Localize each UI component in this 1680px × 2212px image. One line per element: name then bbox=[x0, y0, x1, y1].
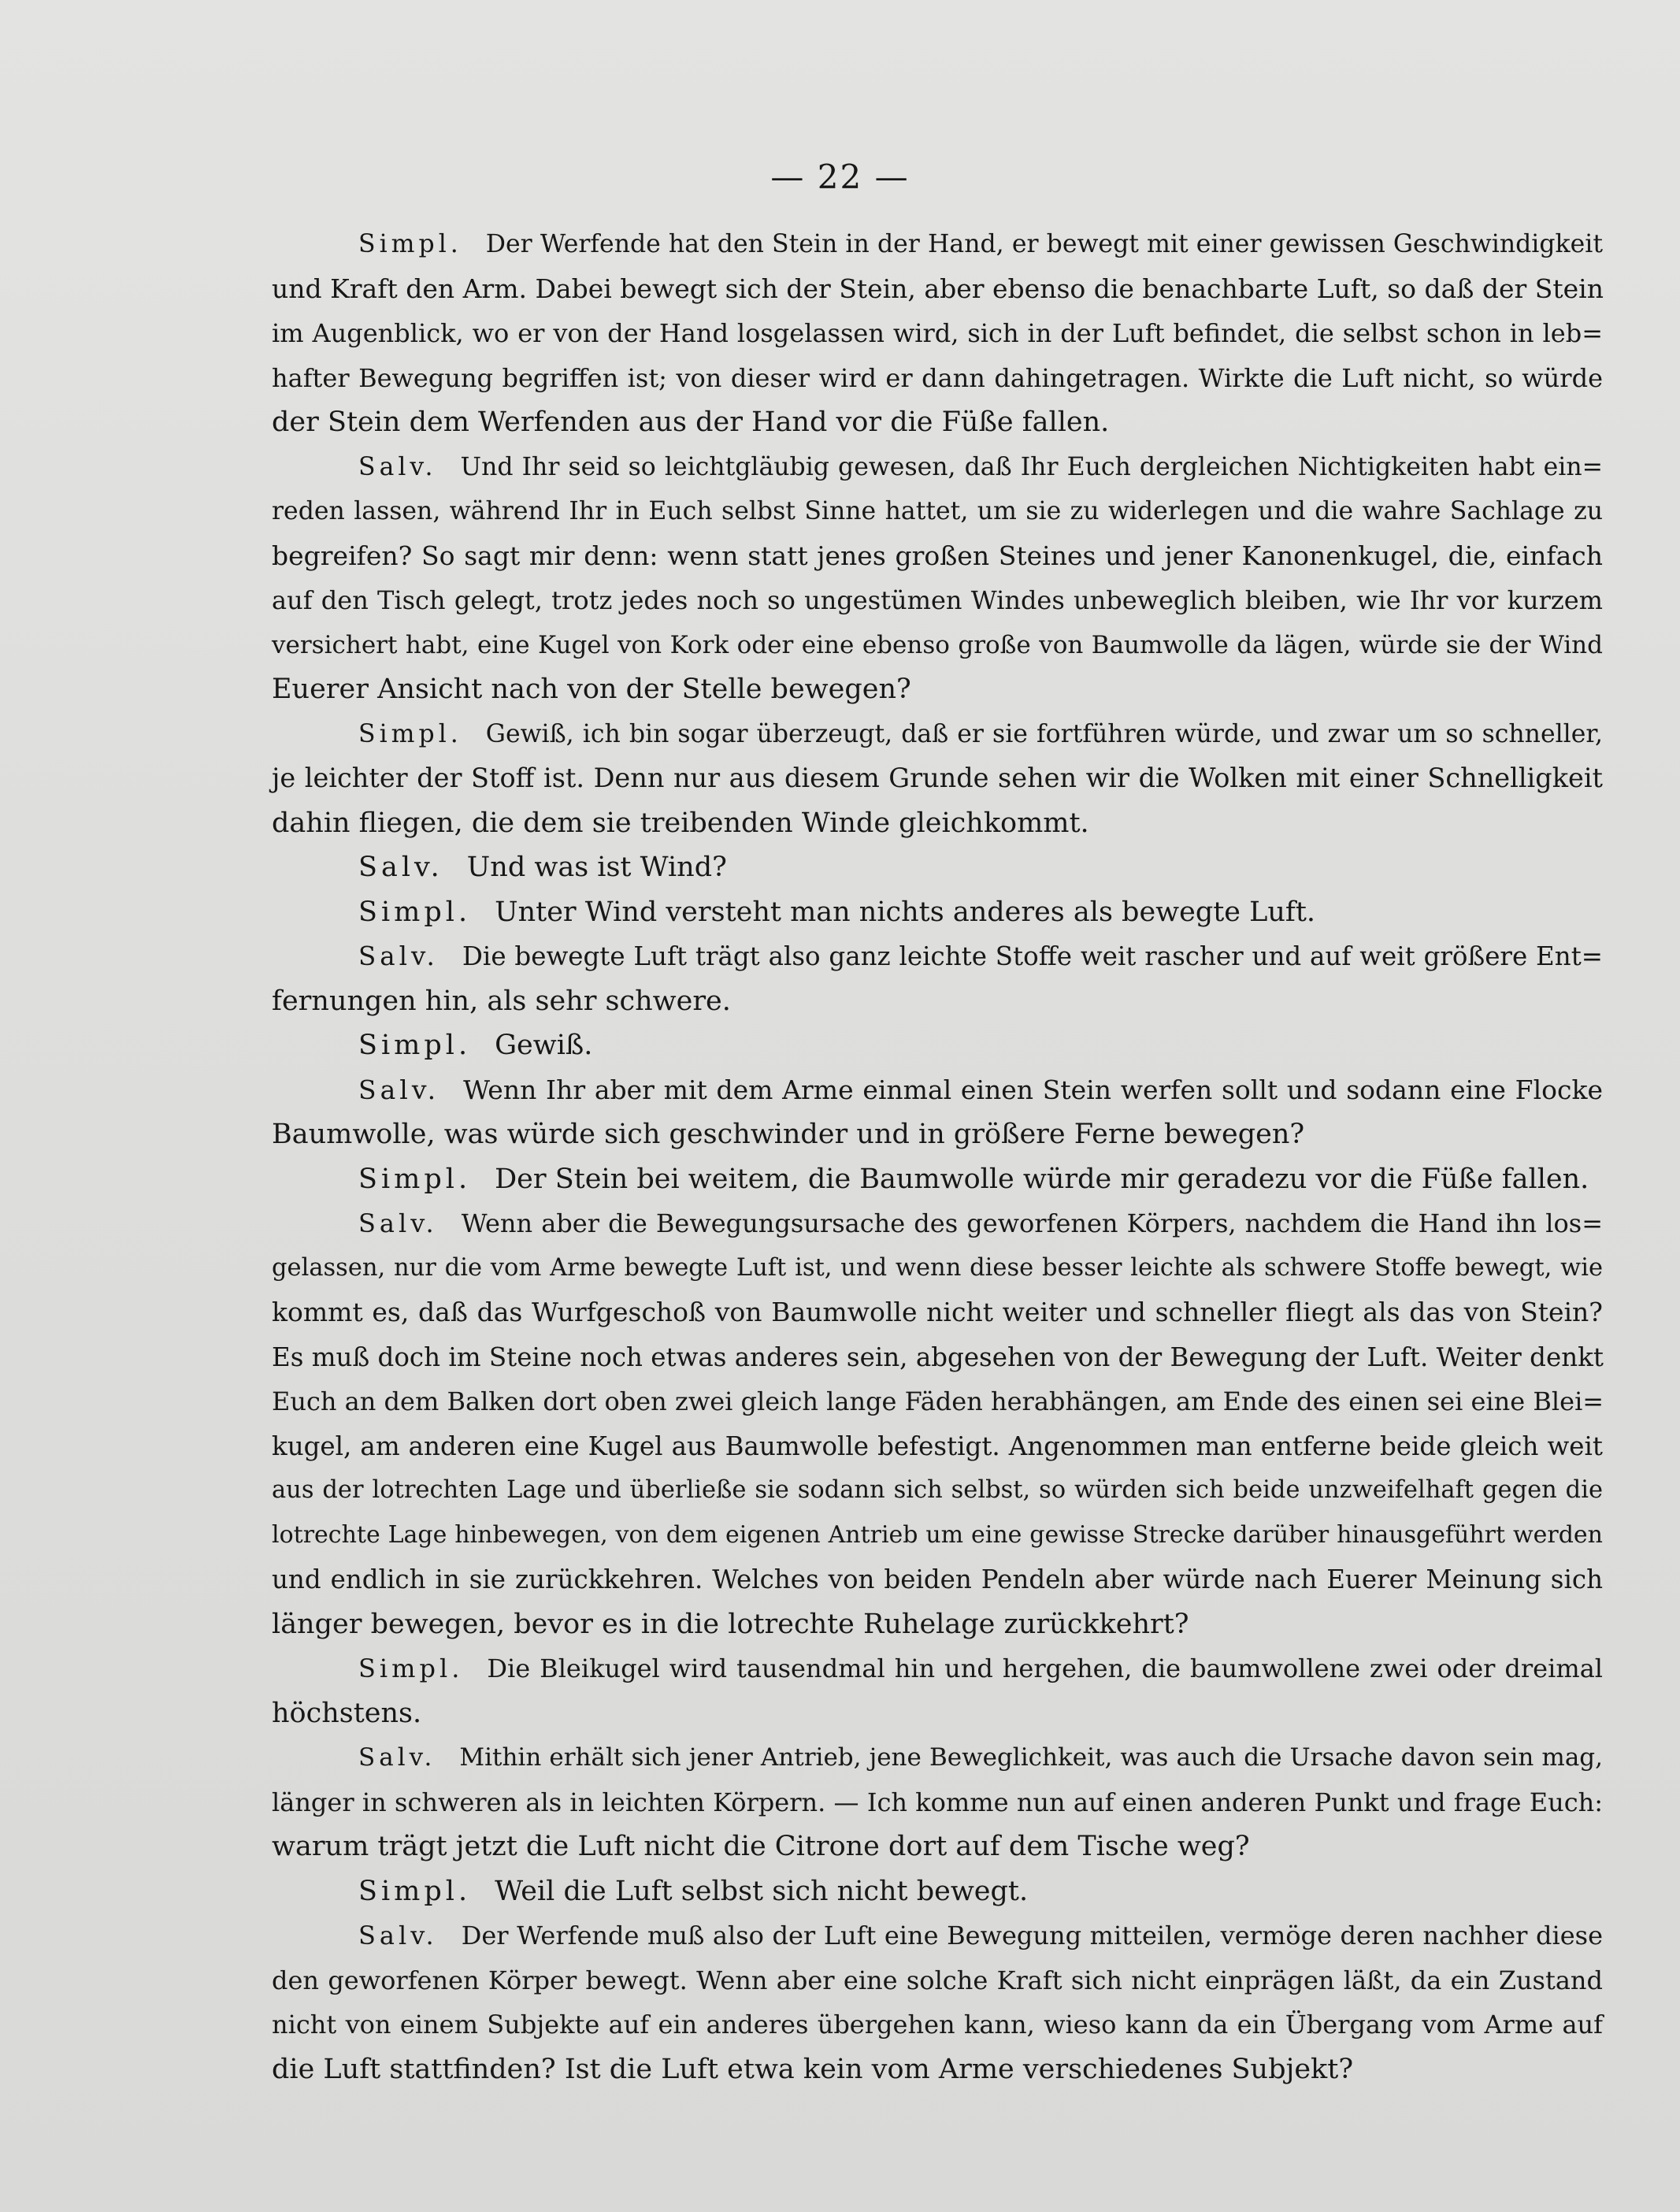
line-text: Die Bleikugel wird tausendmal hin und hergehen, die baumwollene zwei oder dreimal bbox=[487, 1653, 1603, 1683]
line-text: Euch an dem Balken dort oben zwei gleich lange Fäden herabhängen, am Ende des einen sei eine Blei= bbox=[272, 1386, 1604, 1416]
text-line bbox=[272, 1201, 1603, 1246]
line-text: länger in schweren als in leichten Körpern. — Ich komme nun auf einen anderen Punkt und frage Euch: bbox=[272, 1787, 1603, 1817]
text-line bbox=[272, 445, 1603, 490]
speaker-label: Salv. bbox=[358, 452, 437, 481]
text-line bbox=[272, 356, 1603, 401]
text-line bbox=[272, 1424, 1603, 1469]
line-text: Mithin erhält sich jener Antrieb, jene Beweglichkeit, was auch die Ursache davon sein mag, bbox=[459, 1743, 1603, 1772]
text-line bbox=[272, 979, 1603, 1024]
speaker-label: Salv. bbox=[358, 1074, 440, 1105]
line-text: Wenn aber die Bewegungsursache des geworfenen Körpers, nachdem die Hand ihn los= bbox=[461, 1208, 1603, 1238]
text-line bbox=[272, 2047, 1603, 2092]
speaker-label: Salv. bbox=[358, 1743, 436, 1772]
line-text: Baumwolle, was würde sich geschwinder und in größere Ferne bewegen? bbox=[272, 1119, 1305, 1150]
line-text: Es muß doch im Steine noch etwas anderes sein, abgesehen von der Bewegung der Luft. Weiter denkt bbox=[272, 1342, 1604, 1372]
text-line bbox=[272, 623, 1603, 668]
line-text: Gewiß, ich bin sogar überzeugt, daß er sie fortführen würde, und zwar um so schneller, bbox=[485, 719, 1603, 748]
line-text: Und Ihr seid so leichtgläubig gewesen, daß Ihr Euch dergleichen Nichtigkeiten habt ein= bbox=[460, 452, 1603, 481]
speaker-label: Simpl. bbox=[358, 896, 472, 928]
line-text: den geworfenen Körper bewegt. Wenn aber eine solche Kraft sich nicht einprägen läßt, da ein Zustand bbox=[272, 1965, 1603, 1995]
line-text: versichert habt, eine Kugel von Kork oder eine ebenso große von Baumwolle da lägen, würde sie der Wind bbox=[272, 630, 1603, 659]
text-line bbox=[272, 1513, 1603, 1558]
line-text: Wenn Ihr aber mit dem Arme einmal einen Stein werfen sollt und sodann eine Flocke bbox=[463, 1074, 1603, 1105]
page-number: — 22 — bbox=[770, 158, 910, 196]
text-line bbox=[272, 311, 1603, 356]
line-text: der Stein dem Werfenden aus der Hand vor die Füße fallen. bbox=[272, 406, 1110, 438]
text-line bbox=[272, 1157, 1603, 1202]
line-text: die Luft stattfinden? Ist die Luft etwa kein vom Arme verschiedenes Subjekt? bbox=[272, 2053, 1354, 2085]
line-text: und endlich in sie zurückkehren. Welches von beiden Pendeln aber würde nach Euerer Meinung sich bbox=[272, 1564, 1603, 1594]
text-line bbox=[272, 801, 1603, 846]
text-line bbox=[272, 1068, 1603, 1113]
text-line bbox=[272, 845, 1603, 890]
text-line bbox=[272, 489, 1603, 534]
text-line bbox=[272, 1646, 1603, 1691]
text-line bbox=[272, 1246, 1603, 1291]
line-text: Und was ist Wind? bbox=[466, 852, 727, 883]
speaker-label: Simpl. bbox=[358, 1163, 472, 1195]
text-line bbox=[272, 1023, 1603, 1068]
line-text: Weil die Luft selbst sich nicht bewegt. bbox=[495, 1875, 1029, 1907]
text-line bbox=[272, 1557, 1603, 1602]
speaker-label: Simpl. bbox=[358, 1030, 472, 1061]
line-text: dahin fliegen, die dem sie treibenden Winde gleichkommt. bbox=[272, 807, 1089, 839]
text-line bbox=[272, 2002, 1603, 2047]
speaker-label: Salv. bbox=[358, 941, 439, 971]
line-text: Die bewegte Luft trägt also ganz leichte Stoffe weit rascher und auf weit größere Ent= bbox=[462, 941, 1603, 971]
text-line bbox=[272, 1913, 1603, 1958]
text-line bbox=[272, 1869, 1603, 1914]
speaker-label: Salv. bbox=[358, 1921, 438, 1950]
text-line bbox=[272, 1958, 1603, 2003]
text-line bbox=[272, 534, 1603, 579]
text-line bbox=[272, 267, 1603, 312]
text-line bbox=[272, 400, 1603, 445]
text-line bbox=[272, 934, 1603, 979]
line-text: je leichter der Stoff ist. Denn nur aus diesem Grunde sehen wir die Wolken mit einer Schnelligkeit bbox=[272, 763, 1603, 793]
line-text: Der Werfende muß also der Luft eine Bewegung mitteilen, vermöge deren nachher diese bbox=[461, 1921, 1603, 1950]
text-line bbox=[272, 1468, 1603, 1513]
text-line bbox=[272, 1735, 1603, 1780]
line-text: kugel, am anderen eine Kugel aus Baumwolle befestigt. Angenommen man entferne beide gleich weit bbox=[272, 1431, 1603, 1461]
line-text: warum trägt jetzt die Luft nicht die Citrone dort auf dem Tische weg? bbox=[272, 1831, 1250, 1862]
text-line bbox=[272, 890, 1603, 935]
speaker-label: Salv. bbox=[358, 852, 443, 883]
text-line bbox=[272, 1824, 1603, 1869]
line-text: aus der lotrechten Lage und überließe sie sodann sich selbst, so würden sich beide unzweifelhaft gegen die bbox=[272, 1476, 1603, 1504]
line-text: länger bewegen, bevor es in die lotrechte Ruhelage zurückkehrt? bbox=[272, 1608, 1189, 1640]
text-line bbox=[272, 1602, 1603, 1647]
text-line bbox=[272, 1379, 1603, 1424]
line-text: fernungen hin, als sehr schwere. bbox=[272, 985, 731, 1017]
speaker-label: Simpl. bbox=[358, 1875, 472, 1907]
line-text: nicht von einem Subjekte auf ein anderes übergehen kann, wieso kann da ein Übergang vom Arme auf bbox=[272, 2010, 1603, 2039]
line-text: begreifen? So sagt mir denn: wenn statt jenes großen Steines und jener Kanonenkugel, die, einfach bbox=[272, 540, 1603, 571]
line-text: auf den Tisch gelegt, trotz jedes noch so ungestümen Windes unbeweglich bleiben, wie Ihr vor kurzem bbox=[272, 585, 1603, 615]
text-line bbox=[272, 667, 1603, 712]
line-text: Gewiß. bbox=[495, 1030, 593, 1061]
line-text: und Kraft den Arm. Dabei bewegt sich der Stein, aber ebenso die benachbarte Luft, so daß der Stein bbox=[272, 273, 1604, 304]
text-line bbox=[272, 712, 1603, 757]
text-line bbox=[272, 1780, 1603, 1825]
speaker-label: Simpl. bbox=[358, 719, 462, 748]
line-text: Der Stein bei weitem, die Baumwolle würde mir geradezu vor die Füße fallen. bbox=[495, 1163, 1589, 1195]
text-line bbox=[272, 578, 1603, 623]
line-text: höchstens. bbox=[272, 1697, 422, 1729]
body-text bbox=[272, 222, 1603, 2091]
line-text: reden lassen, während Ihr in Euch selbst Sinne hattet, um sie zu widerlegen und die wahre Sachlage zu bbox=[272, 497, 1603, 525]
line-text: lotrechte Lage hinbewegen, von dem eigenen Antrieb um eine gewisse Strecke darüber hinausgeführt werden bbox=[272, 1520, 1603, 1549]
text-line bbox=[272, 1112, 1603, 1157]
line-text: gelassen, nur die vom Arme bewegte Luft ist, und wenn diese besser leichte als schwere Stoffe bewegt, wie bbox=[272, 1253, 1603, 1282]
line-text: im Augenblick, wo er von der Hand losgelassen wird, sich in der Luft befindet, die selbst schon in leb= bbox=[272, 318, 1603, 348]
speaker-label: Simpl. bbox=[358, 1653, 464, 1683]
text-line bbox=[272, 1335, 1603, 1380]
text-line bbox=[272, 1691, 1603, 1736]
text-line bbox=[272, 1290, 1603, 1335]
line-text: Der Werfende hat den Stein in der Hand, er bewegt mit einer gewissen Geschwindigkeit bbox=[485, 230, 1603, 258]
line-text: Euerer Ansicht nach von der Stelle bewegen? bbox=[272, 674, 911, 705]
text-line bbox=[272, 222, 1603, 267]
text-line bbox=[272, 756, 1603, 801]
speaker-label: Salv. bbox=[358, 1208, 438, 1238]
line-text: kommt es, daß das Wurfgeschoß von Baumwolle nicht weiter und schneller fliegt als das von Stein? bbox=[272, 1297, 1603, 1327]
line-text: hafter Bewegung begriffen ist; von dieser wird er dann dahingetragen. Wirkte die Luft nicht, so würde bbox=[272, 362, 1603, 393]
speaker-label: Simpl. bbox=[358, 230, 462, 258]
line-text: Unter Wind versteht man nichts anderes als bewegte Luft. bbox=[495, 896, 1316, 928]
